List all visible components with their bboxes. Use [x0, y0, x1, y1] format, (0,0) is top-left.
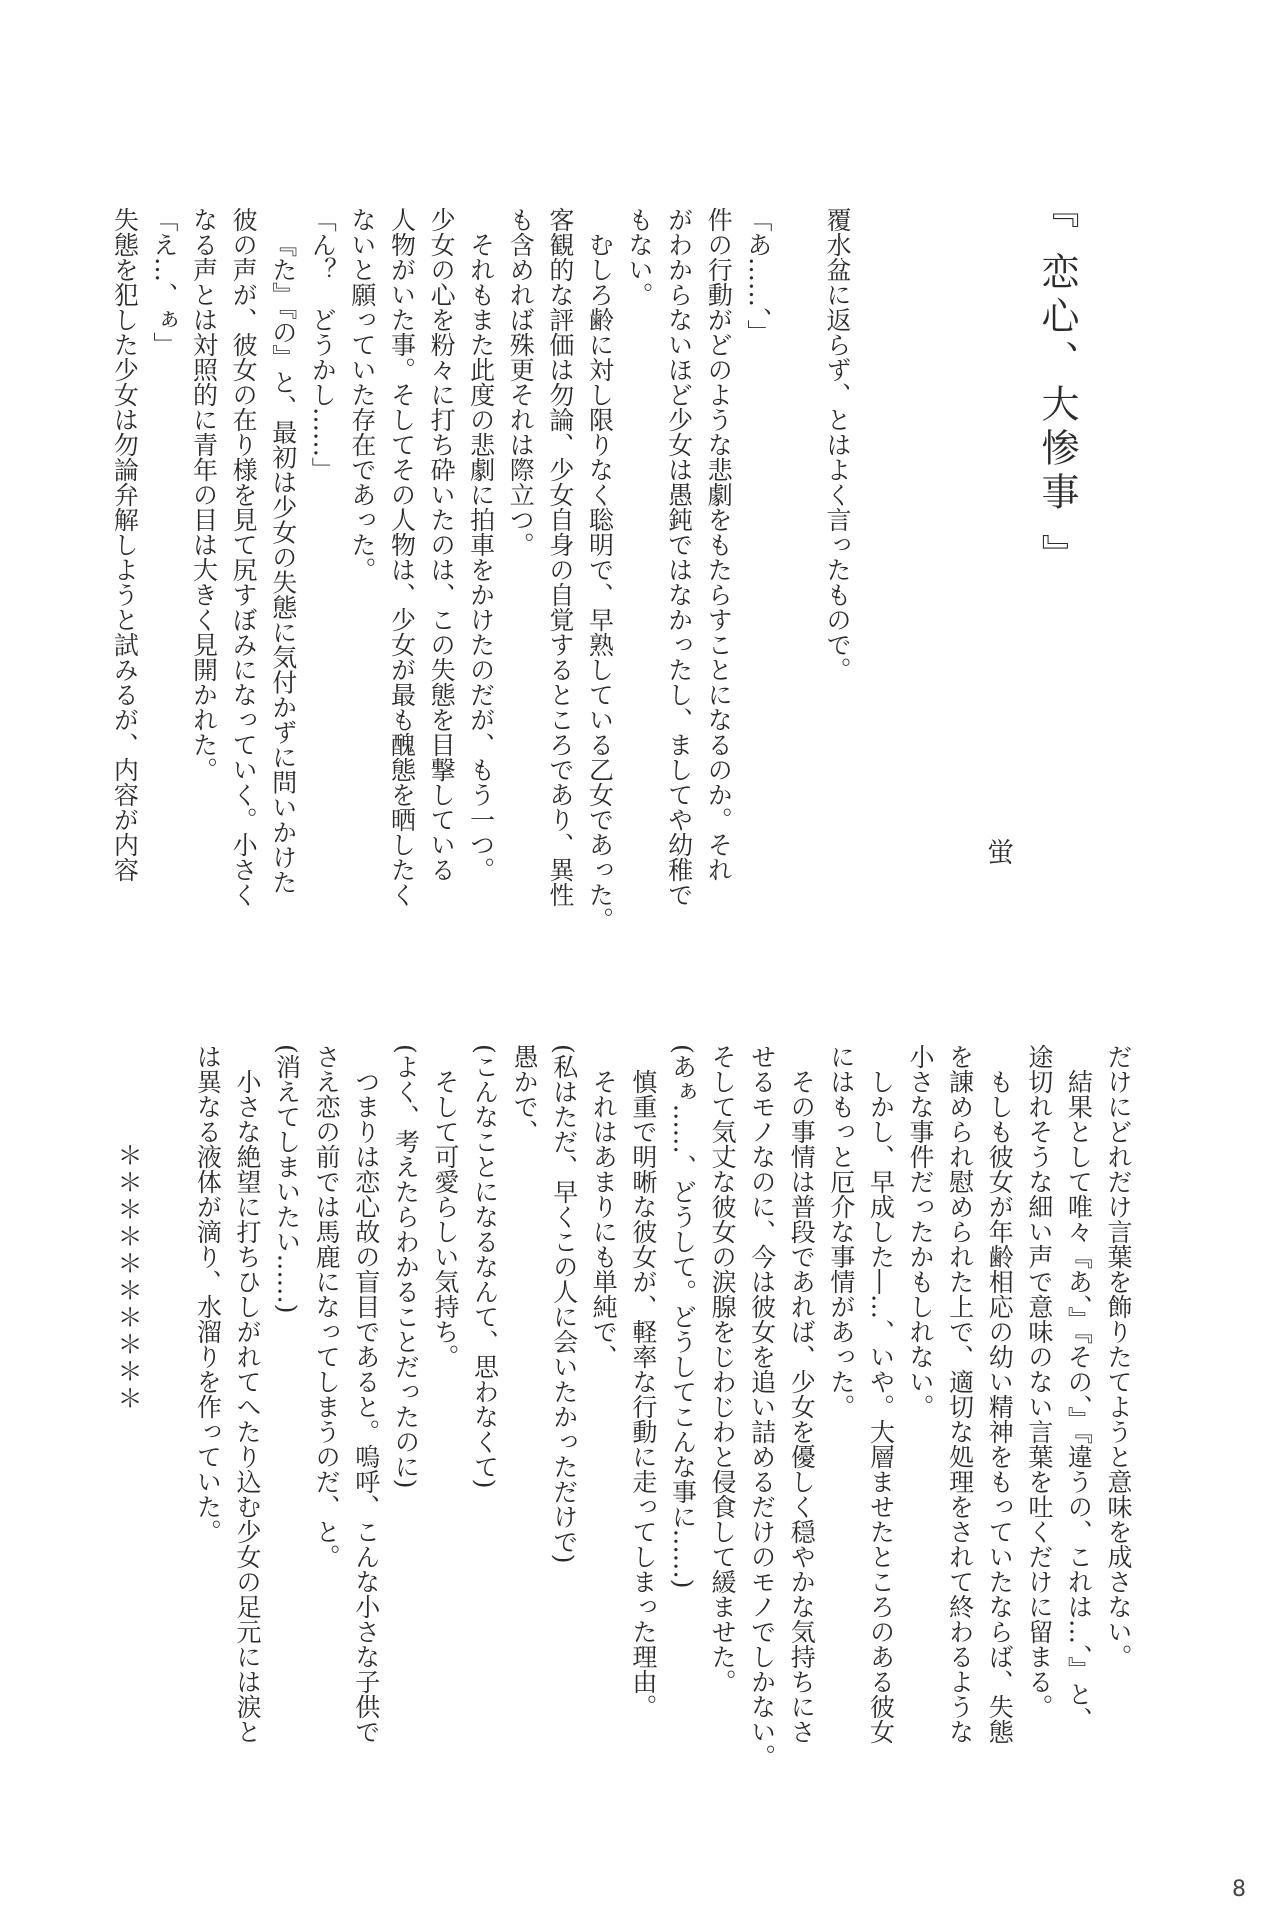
text-line: せるモノなのに、今は彼女を追い詰めるだけのモノでしかない。 — [747, 1044, 777, 1769]
text-line: 少女の心を粉々に打ち砕いたのは、この失態を目撃している — [427, 207, 457, 882]
bottom-text-block — [109, 1044, 1138, 1774]
section-separator: ＊＊＊＊＊＊＊＊＊＊ — [114, 1142, 144, 1412]
text-line: しかし、早成した―…、いや。大層ませたところのある彼女 — [866, 1069, 896, 1744]
text-line: がわからないほど少女は愚鈍ではなかったし、ましてや幼稚で — [664, 207, 694, 907]
text-line: にはもっと厄介な事情があった。 — [826, 1044, 856, 1419]
text-line: 「あ……、」 — [743, 207, 773, 345]
text-line: それもまた此度の悲劇に拍車をかけたのだが、もう一つ。 — [466, 232, 496, 882]
author-name: 蛍 — [982, 838, 1013, 865]
text-line: (消えてしまいたい……) — [272, 1044, 302, 1314]
blank-line — [148, 1044, 188, 1774]
text-line: さえ恋の前では馬鹿になってしまうのだ、と。 — [312, 1044, 342, 1569]
text-line: 「ん？ どうかし……」 — [308, 207, 338, 482]
text-line: ないと願っていた存在であった。 — [347, 207, 377, 582]
text-line: (私はただ、早くこの人に会いたかっただけで) — [549, 1044, 579, 1564]
text-line: 小さな絶望に打ちひしがれてへたり込む少女の足元には涙と — [232, 1069, 262, 1744]
text-line: を諌められ慰められた上で、適切な処理をされて終わるような — [945, 1044, 975, 1744]
text-line: もない。 — [625, 207, 655, 307]
text-line: 小さな事件だったかもしれない。 — [906, 1044, 936, 1419]
text-line: むしろ齢に対し限りなく聡明で、早熟している乙女であった。 — [585, 232, 615, 932]
text-line: そして可愛らしい気持ち。 — [430, 1069, 460, 1369]
text-line: 人物がいた事。そしてその人物は、少女が最も醜態を晒したく — [387, 207, 417, 907]
text-line: 失態を犯した少女は勿論弁解しようと試みるが、内容が内容 — [110, 207, 140, 882]
text-line: 結果として唯々『あ、』『その、』『違うの、これは…、』と、 — [1064, 1069, 1094, 1732]
text-line: も含めれば殊更それは際立つ。 — [506, 207, 536, 557]
blank-line — [778, 207, 818, 927]
text-line: その事情は普段であれば、少女を優しく穏やかな気持ちにさ — [787, 1069, 817, 1744]
text-line: は異なる液体が滴り、水溜りを作っていた。 — [193, 1044, 223, 1544]
text-line: 愚かで、 — [510, 1044, 540, 1144]
text-line: 客観的な評価は勿論、少女自身の自覚するところであり、異性 — [545, 207, 575, 907]
text-line: そして気丈な彼女の涙腺をじわじわと侵食して緩ませた。 — [708, 1044, 738, 1694]
text-line: なる声とは対照的に青年の目は大きく見開かれた。 — [189, 207, 219, 782]
text-line: 慎重で明晰な彼女が、軽率な行動に走ってしまった理由。 — [628, 1069, 658, 1719]
text-line: 途切れそうな細い声で意味のない言葉を吐くだけに留まる。 — [1024, 1044, 1054, 1719]
text-line: もしも彼女が年齢相応の幼い精神をもっていたならば、失態 — [985, 1069, 1015, 1744]
text-line: それはあまりにも単純で、 — [589, 1069, 619, 1369]
text-line: 件の行動がどのような悲劇をもたらすことになるのか。それ — [704, 207, 734, 882]
top-text-block — [105, 207, 857, 932]
page-number: 8 — [1232, 1877, 1246, 1902]
text-line: (よく、考えたらわかることだったのに) — [391, 1044, 421, 1489]
text-line: (こんなことになるなんて、思わなくて) — [470, 1044, 500, 1489]
text-line: だけにどれだけ言葉を飾りたてようと意味を成さない。 — [1104, 1044, 1133, 1669]
text-line: (あぁ……、どうして。どうしてこんな事に……) — [668, 1044, 698, 1589]
text-line: 「え…、ぁ」 — [149, 207, 179, 357]
text-line: 覆水盆に返らず、とはよく言ったもので。 — [823, 207, 852, 682]
story-title: 『 恋心、大惨事 』 — [1035, 190, 1079, 579]
text-line: つまりは恋心故の盲目であると。嗚呼、こんな小さな子供で — [351, 1069, 381, 1744]
text-line: 『た』『の』と、最初は少女の失態に気付かずに問いかけた — [268, 232, 298, 895]
text-line: 彼の声が、彼女の在り様を見て尻すぼみになっていく。小さく — [229, 207, 259, 907]
